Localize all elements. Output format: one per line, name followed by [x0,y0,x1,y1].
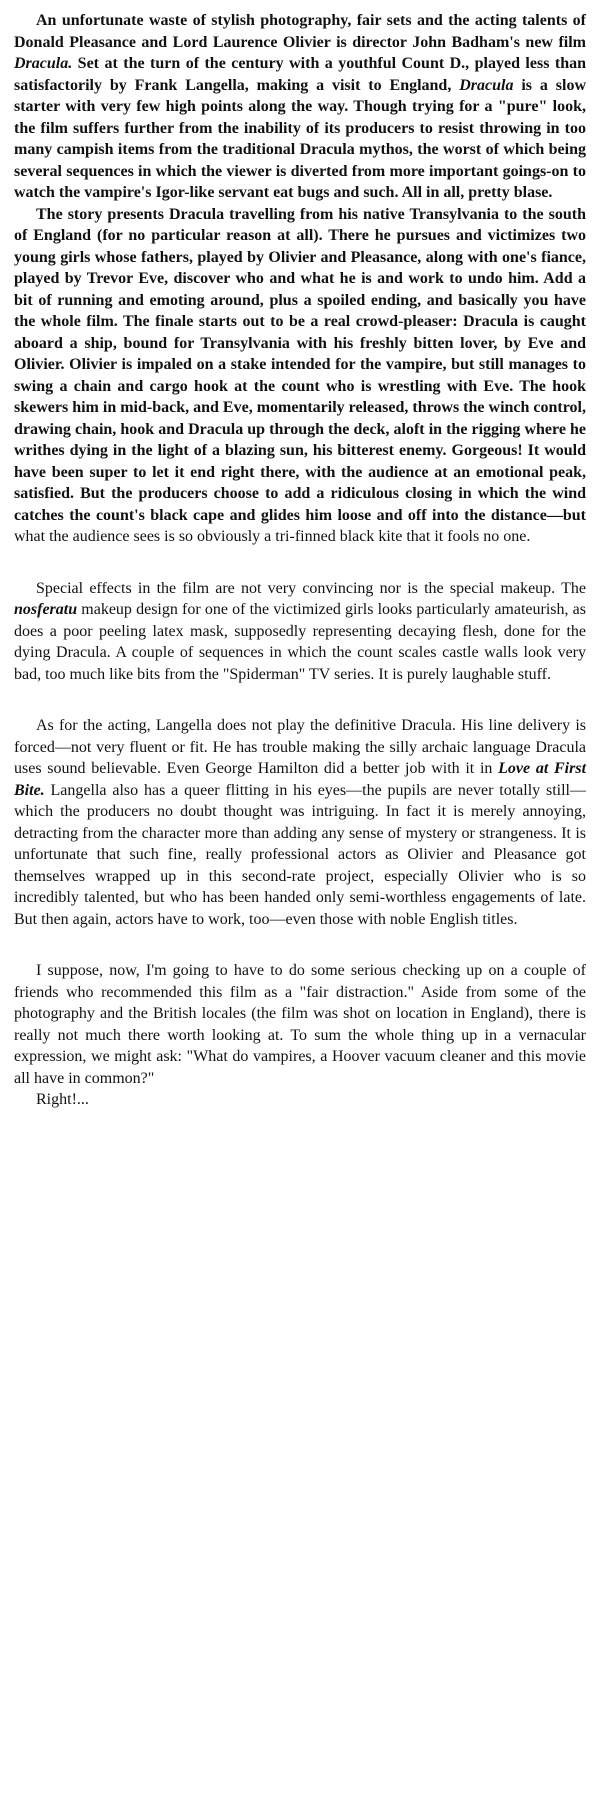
story-text: The story presents Dracula travelling from his native Transylvania to the south of England (for no particular reason at all). There he pursues and victimizes two young girls whose fathers, played by Olivier and Pleasance, along with one's fiance, played by Trevor Eve, discover who and what he is and work to undo him. Add a bit of running and emoting around, plus a spoiled ending, and basically you have the whole film. The finale starts out to be a real crowd-pleaser: Dracula is caught aboard a ship, bound for Transylvania with his freshly bitten lover, by Eve and Olivier. Olivier is impaled on a stake intended for the vampire, but still manages to swing a chain and cargo hook at the count who is wrestling with Eve. The hook skewers him in mid-back, and Eve, momentarily released, throws the winch control, drawing chain, hook and Dracula up through the deck, aloft in the rigging where he writhes dying in the light of a blazing sun, his bitterest enemy. Gorgeous! It would have been super to let it end right there, with the audience at an emotional peak, satisfied. But the producers choose to add a ridiculous closing in which the wind catches the count's black cape and glides him loose and off into the distance—but [14,205,586,524]
intro-text-3: is a slow starter with very few high points along the way. Though trying for a "pure" look, the film suffers further from the inability of its producers to resist throwing in too many campish items from the traditional Dracula mythos, the worst of which being several sequences in which the viewer is diverted from more important goings-on to watch the vampire's Igor-like servant eat bugs and such. All in all, pretty blase. [14,76,586,201]
closing-text: Right!... [36,1091,89,1108]
review-paragraph-intro [14,10,586,204]
effects-text-1: Special effects in the film are not very convincing nor is the special makeup. The [36,579,586,597]
intro-text-1: An unfortunate waste of stylish photography, fair sets and the acting talents of Donald Pleasance and Lord Laurence Olivier is director John Badham's new film [14,12,586,51]
review-paragraph-acting [14,715,586,930]
acting-text-2: Langella also has a queer flitting in his eyes—the pupils are never totally still—which the producers no doubt thought was intriguing. In fact it is merely annoying, detracting from the character more than adding any sense of mystery or strangeness. It is unfortunate that such fine, really professional actors as Olivier and Pleasance got themselves wrapped up in this second-rate project, especially Olivier who is so incredibly talented, but who has been handed only semi-worthless engagements of late. But then again, actors have to work, too—even those with noble English titles. [14,781,586,928]
film-title-love-at-first-bite: Love at First Bite. [14,760,587,799]
review-paragraph-effects [14,578,586,686]
review-closing-line [14,1089,586,1111]
film-title-dracula: Dracula. [14,55,73,72]
intro-text-2: Set at the turn of the century with a youthful Count D., played less than satisfactorily by Frank Langella, making a visit to England, [14,55,586,94]
story-text-ending: what the audience sees is so obviously a tri-finned black kite that it fools no one. [14,528,531,545]
acting-text-1: As for the acting, Langella does not play the definitive Dracula. His line delivery is forced—not very fluent or fit. He has trouble making the silly archaic language Dracula uses sound believable. Even George Hamilton did a better job with it in [14,717,586,777]
review-paragraph-conclusion [14,960,586,1089]
effects-text-2: makeup design for one of the victimized girls looks particularly amateurish, as does a poor peeling latex mask, supposedly representing decaying flesh, done for the dying Dracula. A couple of sequences in which the count scales castle walls look very bad, too much like bits from the "Spiderman" TV series. It is purely laughable stuff. [14,601,586,683]
review-paragraph-story [14,204,586,548]
film-title-dracula-2: Dracula [459,76,514,94]
nosferatu-term: nosferatu [14,601,78,618]
conclusion-text: I suppose, now, I'm going to have to do some serious checking up on a couple of friends who recommended this film as a "fair distraction." Aside from some of the photography and the British locales (the film was shot on location in England), there is really not much there worth looking at. To sum the whole thing up in a vernacular expression, we might ask: "What do vampires, a Hoover vacuum cleaner and this movie all have in common?" [14,962,586,1087]
